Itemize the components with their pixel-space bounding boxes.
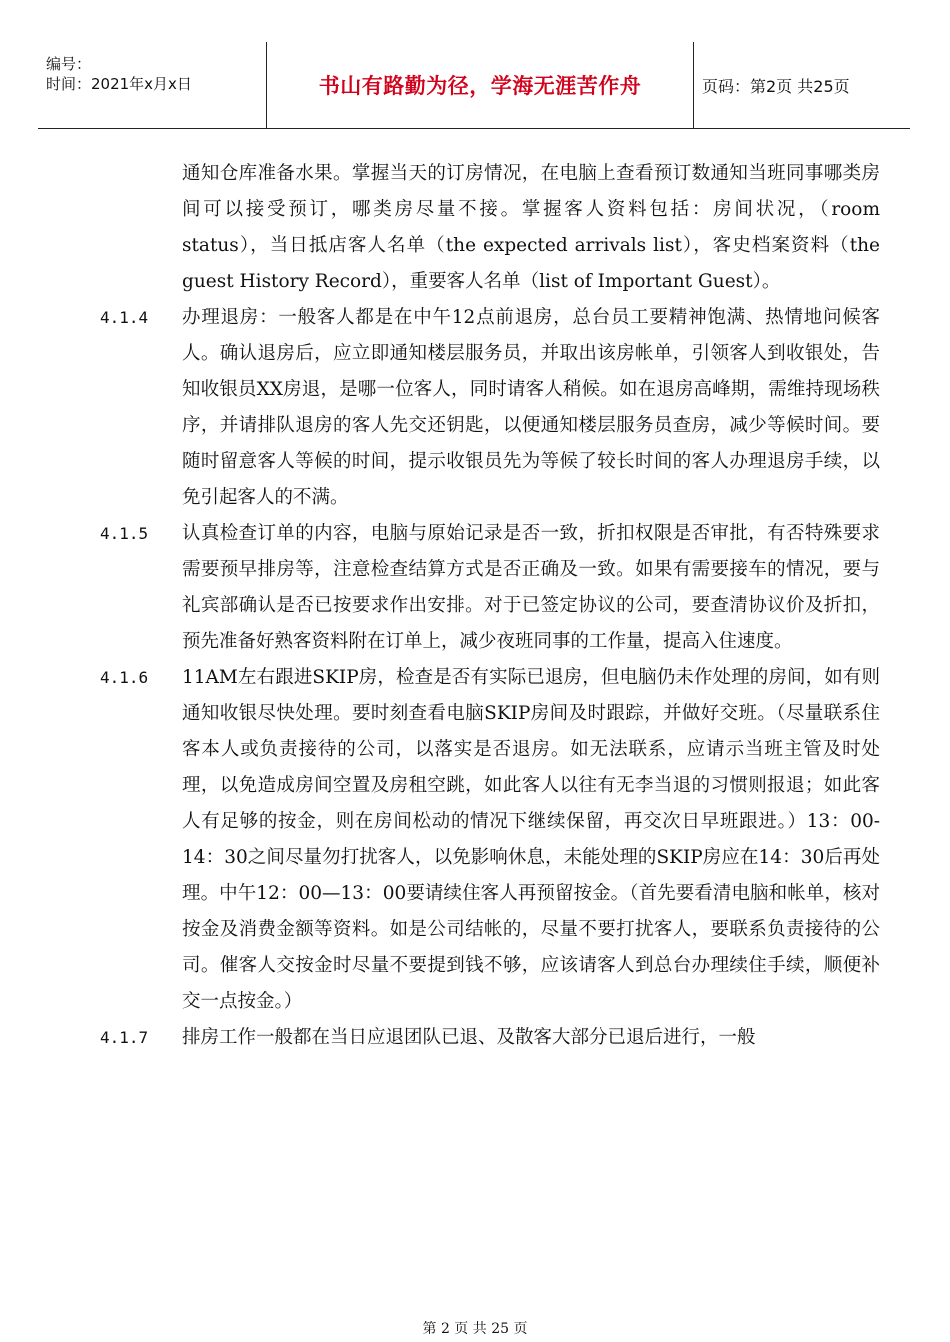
paragraph-text: 11AM左右跟进SKIP房，检查是否有实际已退房，但电脑仍未作处理的房间，如有则通知收银尽快处理。要时刻查看电脑SKIP房间及时跟踪，并做好交班。（尽量联系住客本人或负责接待的公司，以落实是否退房。如无法联系，应请示当班主管及时处理，以免造成房间空置及房租空跳，如此客人以往有无李当退的习惯则报退；如此客人有足够的按金，则在房间松动的情况下继续保留，再交次日早班跟进。）13：00-14：30之间尽量勿打扰客人，以免影响休息，未能处理的SKIP房应在14：30后再处理。中午12：00—13：00要请续住客人再预留按金。（首先要看清电脑和帐单，核对按金及消费金额等资料。如是公司结帐的，尽量不要打扰客人，要联系负责接待的公司。催客人交按金时尽量不要提到钱不够，应该请客人到总台办理续住手续，顺便补交一点按金。）: [182, 667, 880, 1012]
header-motto: 书山有路勤为径，学海无涯苦作舟: [266, 42, 694, 128]
section-number: 4.1.5: [100, 524, 149, 543]
section-number: 4.1.7: [100, 1028, 149, 1047]
section-number: 4.1.6: [100, 668, 149, 687]
paragraph-text: 认真检查订单的内容，电脑与原始记录是否一致，折扣权限是否审批，有否特殊要求需要预早排房等，注意检查结算方式是否正确及一致。如果有需要接车的情况，要与礼宾部确认是否已按要求作出安排。对于已签定协议的公司，要查清协议价及折扣，预先准备好熟客资料附在订单上，减少夜班同事的工作量，提高入住速度。: [182, 523, 880, 652]
paragraph: [100, 156, 880, 300]
paragraph-text: 排房工作一般都在当日应退团队已退、及散客大部分已退后进行，一般: [182, 1027, 756, 1048]
paragraph-text: 通知仓库准备水果。掌握当天的订房情况，在电脑上查看预订数通知当班同事哪类房间可以接受预订，哪类房尽量不接。掌握客人资料包括：房间状况，（room status），当日抵店客人名单（the expected arrivals list），客史档案资料（the guest History Record），重要客人名单（list of Important Guest）。: [182, 163, 880, 292]
paragraph: [100, 1020, 880, 1056]
section-number: 4.1.4: [100, 308, 149, 327]
document-time-label: 时间：2021年x月x日: [46, 75, 192, 93]
paragraph: [100, 516, 880, 660]
paragraph-text: 办理退房：一般客人都是在中午12点前退房，总台员工要精神饱满、热情地问候客人。确认退房后，应立即通知楼层服务员，并取出该房帐单，引领客人到收银处，告知收银员XX房退，是哪一位客人，同时请客人稍候。如在退房高峰期，需维持现场秩序，并请排队退房的客人先交还钥匙，以便通知楼层服务员查房，减少等候时间。要随时留意客人等候的时间，提示收银员先为等候了较长时间的客人办理退房手续，以免引起客人的不满。: [182, 307, 880, 508]
paragraph: [100, 660, 880, 1020]
page-footer: 第 2 页 共 25 页: [422, 1321, 528, 1337]
document-body: [100, 156, 880, 1056]
page-header: [38, 42, 910, 129]
paragraph: [100, 300, 880, 516]
header-left-cell: [46, 42, 268, 140]
document-number-label: 编号：: [46, 55, 92, 73]
header-page-label: 页码：第2页 共25页: [702, 76, 850, 96]
